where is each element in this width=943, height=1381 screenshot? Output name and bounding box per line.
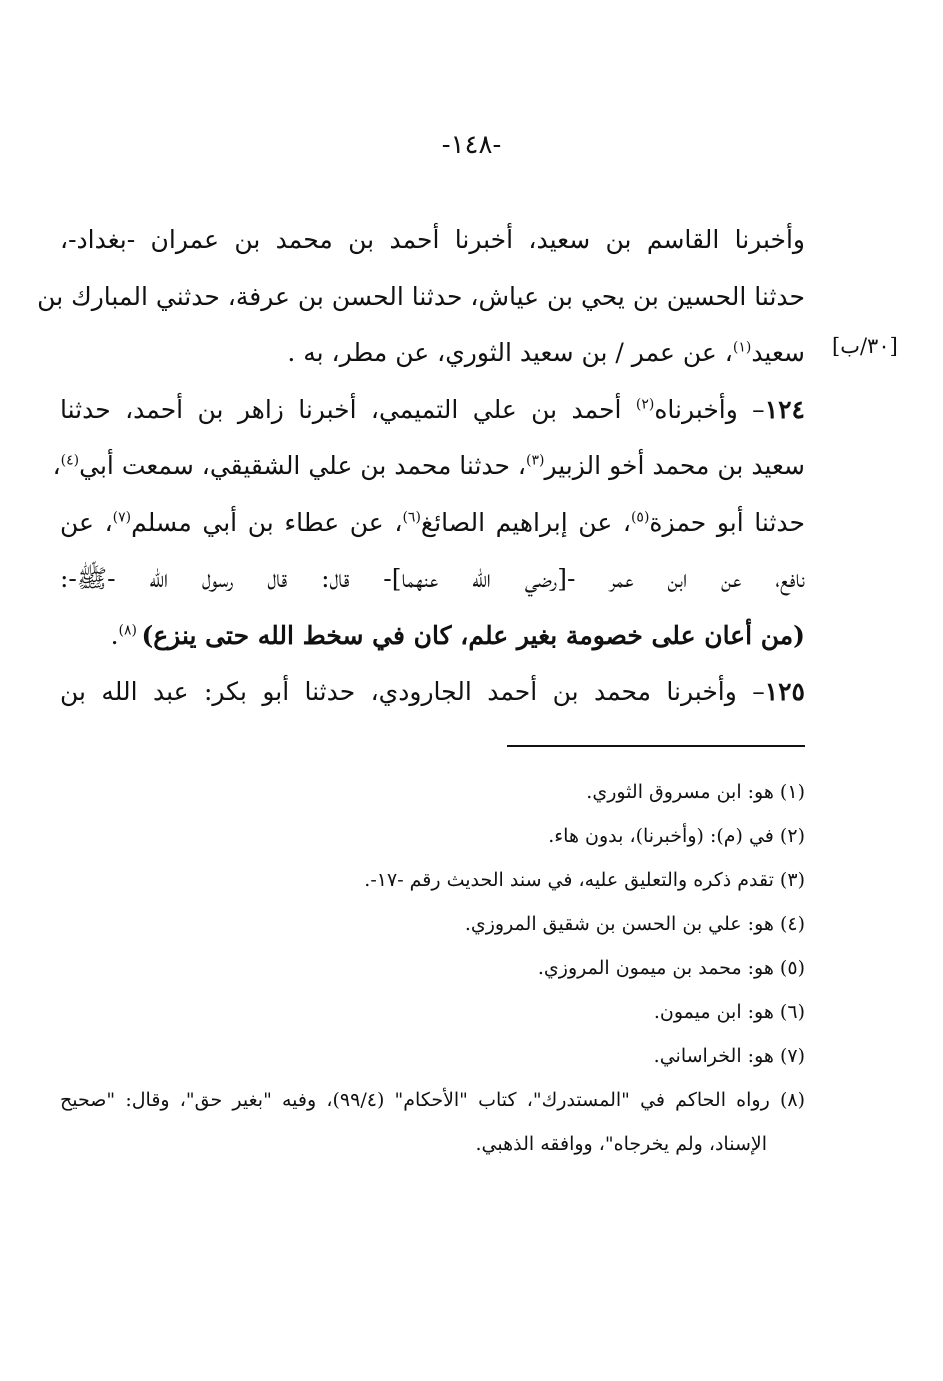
- text-line: [60, 608, 805, 665]
- text-segment: حدثنا الحسين بن يحي بن عياش، حدثنا الحسن بن عرفة، حدثني المبارك بن: [37, 281, 805, 311]
- footnote: (١) هو: ابن مسروق الثوري.: [586, 781, 805, 803]
- footnote-marker: (٣): [526, 452, 545, 469]
- main-text: [37, 212, 805, 721]
- text-segment: وأخبرنا القاسم بن سعيد، أخبرنا أحمد بن محمد بن عمران -بغداد-،: [60, 225, 805, 254]
- footnote-marker: (٥): [630, 509, 650, 526]
- hadith-text: (من أعان على خصومة بغير علم، كان في سخط الله حتى ينزع): [141, 620, 805, 650]
- text-segment: ، عن عمر / بن سعيد الثوري، عن مطر، به .: [287, 338, 733, 367]
- text-segment: .: [110, 620, 119, 650]
- text-segment: ، عن عطاء بن أبي مسلم: [131, 507, 403, 537]
- margin-manuscript-reference: [٣٠/ب]: [832, 334, 898, 358]
- footnote: الإسناد، ولم يخرجاه"، ووافقه الذهبي.: [475, 1133, 767, 1155]
- text-segment: – وأخبرناه: [654, 394, 765, 424]
- page-number: -١٤٨-: [441, 130, 502, 160]
- text-segment: حدثنا أبو حمزة: [649, 507, 805, 537]
- footnote: (٢) في (م): (وأخبرنا)، بدون هاء.: [548, 825, 805, 847]
- footnote-marker: (٧): [112, 509, 132, 526]
- hadith-number: ١٢٤: [764, 394, 805, 424]
- footnote: (٣) تقدم ذكره والتعليق عليه، في سند الحديث رقم -١٧-.: [364, 869, 805, 891]
- text-line: [60, 495, 805, 552]
- hadith-number: ١٢٥: [764, 677, 805, 706]
- footnote-marker: (٢): [635, 396, 655, 413]
- text-segment: – وأخبرنا محمد بن أحمد الجارودي، حدثنا أبو بكر: عبد الله بن: [60, 677, 765, 706]
- text-segment: ، عن إبراهيم الصائغ: [420, 507, 631, 537]
- text-line: [60, 325, 805, 382]
- text-line: [52, 438, 805, 495]
- text-line: [60, 382, 805, 439]
- text-line: [37, 269, 805, 326]
- text-line: [60, 212, 805, 269]
- footnote: (٥) هو: محمد بن ميمون المروزي.: [537, 957, 805, 979]
- text-segment: ، حدثنا محمد بن علي الشقيقي، سمعت أبي: [79, 451, 526, 480]
- footnote: (٦) هو: ابن ميمون.: [653, 1001, 805, 1023]
- footnote: (٤) هو: علي بن الحسن بن شقيق المروزي.: [464, 913, 805, 935]
- text-segment: سعيد بن محمد أخو الزبير: [544, 451, 805, 480]
- text-segment: ،: [52, 451, 61, 480]
- footnote-marker: (٦): [402, 509, 421, 526]
- footnote-marker: (١): [732, 339, 752, 356]
- footnote-marker: (٨): [118, 622, 142, 639]
- footnote: (٧) هو: الخراساني.: [653, 1045, 805, 1067]
- text-line: [60, 664, 805, 721]
- text-line: [60, 551, 805, 608]
- text-segment: سعيد: [751, 338, 805, 367]
- text-segment: نافع، عن ابن عمر -[رضي الله عنهما]- قال: قال رسول الله -ﷺ-:: [60, 564, 805, 593]
- text-segment: أحمد بن علي التميمي، أخبرنا زاهر بن أحمد، حدثنا: [60, 394, 636, 424]
- footnote-marker: (٤): [60, 452, 80, 469]
- footnote-divider: [507, 745, 805, 747]
- text-segment: ، عن: [60, 507, 113, 537]
- footnote: (٨) رواه الحاكم في "المستدرك"، كتاب "الأحكام" (٩٩/٤)، وفيه "بغير حق"، وقال: "صحيح: [60, 1089, 805, 1111]
- footnotes: [60, 770, 805, 1166]
